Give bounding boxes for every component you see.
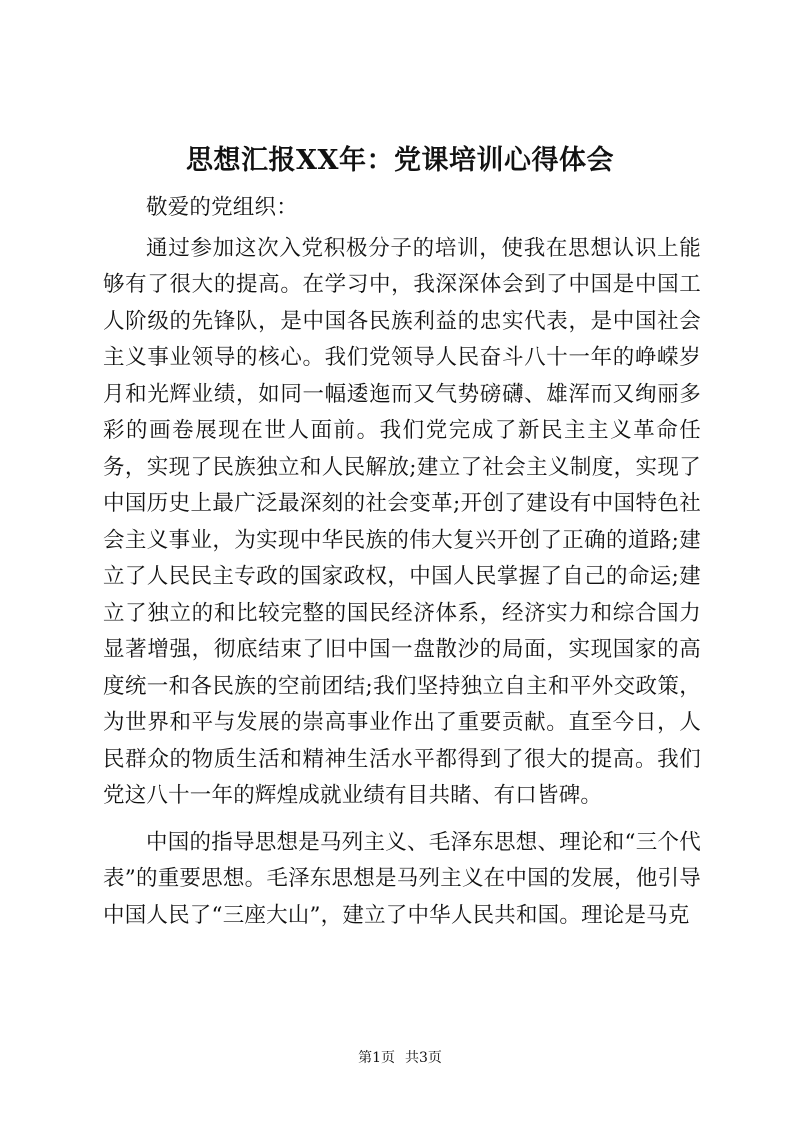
- page-total: 共3页: [405, 1050, 442, 1066]
- paragraph: 通过参加这次入党积极分子的培训，使我在思想认识上能够有了很大的提高。在学习中，我深深体会到了中国是中国工人阶级的先锋队，是中国各民族利益的忠实代表，是中国社会主义事业领导的核心。我们党领导人民奋斗八十一年的峥嵘岁月和光辉业绩，如同一幅逶迤而又气势磅礴、雄浑而又绚丽多彩的画卷展现在世人面前。我们党完成了新民主主义革命任务，实现了民族独立和人民解放;建立了社会主义制度，实现了中国历史上最广泛最深刻的社会变革;开创了建设有中国特色社会主义事业，为实现中华民族的伟大复兴开创了正确的道路;建立了人民民主专政的国家政权，中国人民掌握了自己的命运;建立了独立的和比较完整的国民经济体系，经济实力和综合国力显著增强，彻底结束了旧中国一盘散沙的局面，实现国家的高度统一和各民族的空前团结;我们坚持独立自主和平外交政策，为世界和平与发展的崇高事业作出了重要贡献。直至今日，人民群众的物质生活和精神生活水平都得到了很大的提高。我们党这八十一年的辉煌成就业绩有目共睹、有口皆碑。: [103, 235, 701, 808]
- page-footer: [0, 1048, 800, 1068]
- salutation: 敬爱的党组织：: [146, 195, 298, 220]
- paragraph: 中国的指导思想是马列主义、毛泽东思想、理论和“三个代表”的重要思想。毛泽东思想是马列主义在中国的发展，他引导中国人民了“三座大山”，建立了中华人民共和国。理论是马克: [103, 829, 701, 928]
- page-number: 第1页: [358, 1050, 395, 1066]
- document-body: [103, 190, 701, 934]
- document-title: 思想汇报XX年：党课培训心得体会: [186, 145, 614, 176]
